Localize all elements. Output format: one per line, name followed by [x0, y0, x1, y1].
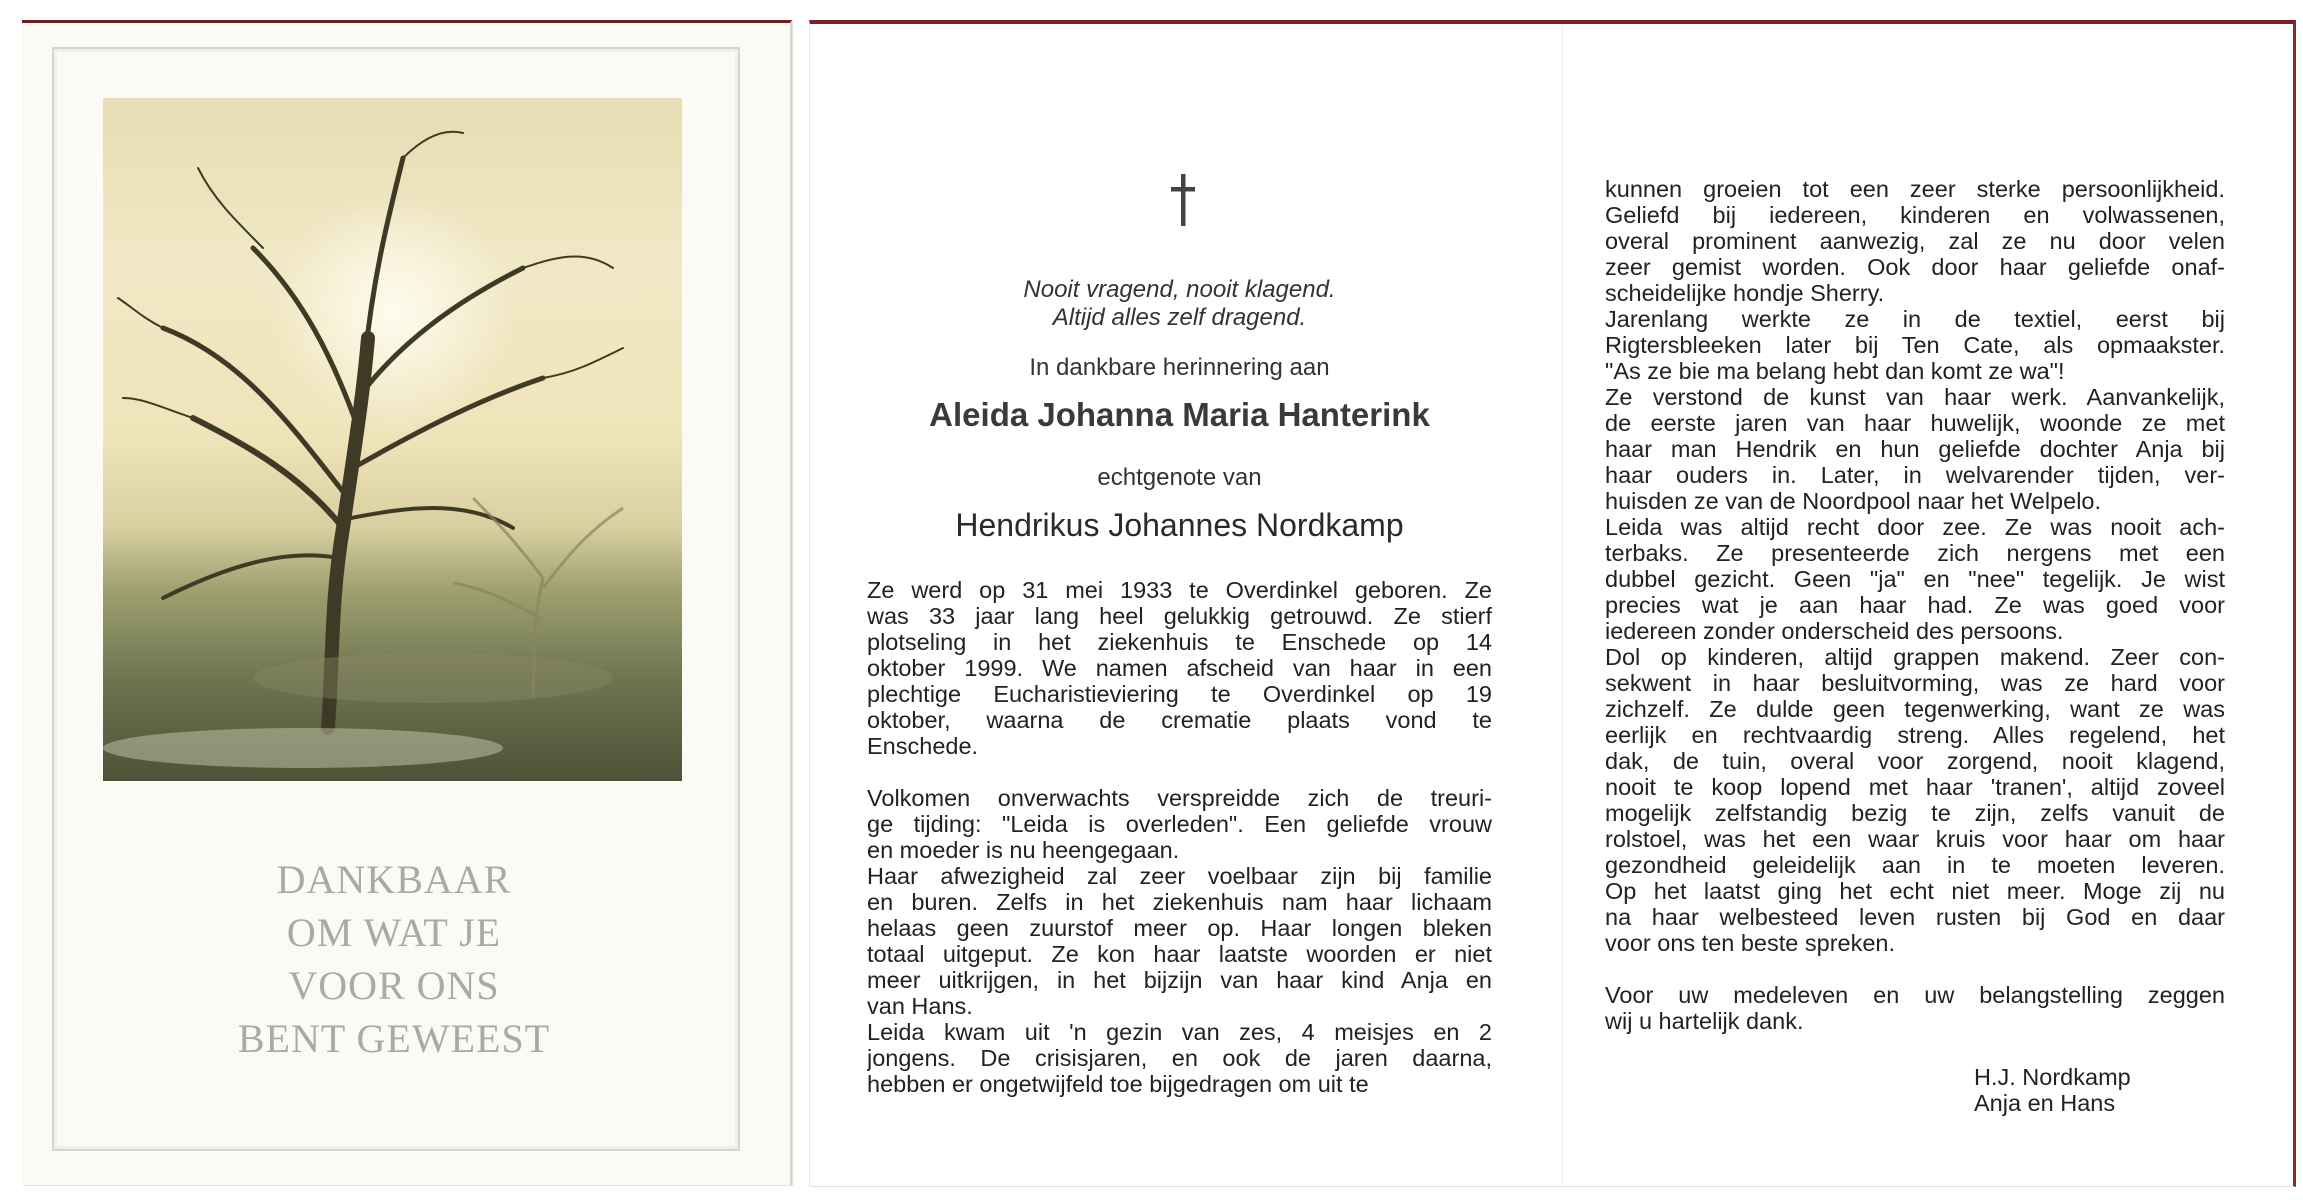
paragraph	[867, 785, 1492, 863]
paragraph	[867, 577, 1492, 759]
text-line: huisden ze van de Noordpool naar het Welpelo.	[1605, 488, 2102, 514]
text-line: nooit te koop lopend met haar 'tranen', altijd zoveel	[1605, 774, 2225, 800]
tree-in-mist-photo	[103, 98, 682, 781]
motto-line: BENT GEWEEST	[237, 1016, 551, 1061]
text-line: Dol op kinderen, altijd grappen makend. Zeer con-	[1605, 644, 2225, 670]
paragraph	[1605, 982, 2225, 1034]
paragraph	[1605, 306, 2225, 384]
paragraph	[1605, 176, 2225, 306]
text-line: Leida kwam uit 'n gezin van zes, 4 meisjes en 2	[867, 1019, 1492, 1045]
biography-right-column	[1605, 176, 2225, 1034]
signature-line: Anja en Hans	[1974, 1090, 2116, 1116]
paragraph	[867, 863, 1492, 1019]
paragraph-gap	[1605, 956, 2225, 982]
deceased-name: Aleida Johanna Maria Hanterink	[929, 396, 1430, 433]
text-line: scheidelijke hondje Sherry.	[1605, 280, 1885, 306]
paragraph-gap	[867, 759, 1492, 785]
spouse-name: Hendrikus Johannes Nordkamp	[955, 507, 1404, 543]
text-line: Voor uw medeleven en uw belangstelling zeggen	[1605, 982, 2225, 1008]
motto-line: VOOR ONS	[288, 963, 500, 1008]
text-line: plotseling in het ziekenhuis te Enschede op 14	[867, 629, 1492, 655]
text-line: Jarenlang werkte ze in de textiel, eerst bij	[1605, 306, 2225, 332]
text-line: kunnen groeien tot een zeer sterke persoonlijkheid.	[1605, 176, 2225, 202]
paragraph	[1605, 514, 2225, 644]
text-line: zichzelf. Ze dulde geen tegenwerking, want ze was	[1605, 696, 2225, 722]
spouse-label: echtgenote van	[1097, 464, 1262, 491]
text-line: was 33 jaar lang heel gelukkig getrouwd. Ze stierf	[867, 603, 1492, 629]
tree-illustration	[103, 98, 682, 781]
text-line: mogelijk zelfstandig bezig te zijn, zelfs vanuit de	[1605, 800, 2225, 826]
text-line: hebben er ongetwijfeld toe bijgedragen om uit te	[867, 1071, 1369, 1097]
cross-icon	[1168, 174, 1198, 226]
memorial-card-front	[22, 20, 792, 1185]
text-line: dubbel gezicht. Geen "ja" en "nee" tegelijk. Je wist	[1605, 566, 2225, 592]
text-line: "As ze bie ma belang hebt dan komt ze wa"!	[1605, 358, 2065, 384]
text-line: Rigtersbleeken later bij Ten Cate, als opmaakster.	[1605, 332, 2225, 358]
text-line: van Hans.	[867, 993, 973, 1019]
text-line: dak, de tuin, overal voor zorgend, nooit klagend,	[1605, 748, 2225, 774]
text-line: iedereen zonder onderscheid des persoons.	[1605, 618, 2064, 644]
verse	[867, 276, 1492, 332]
text-line: haar ouders in. Later, in welvarender tijden, ver-	[1605, 462, 2225, 488]
dedication: In dankbare herinnering aan	[1029, 354, 1330, 381]
memorial-card-inside	[809, 20, 2296, 1187]
text-line: oktober 1999. We namen afscheid van haar in een	[867, 655, 1492, 681]
text-line: oktober, waarna de crematie plaats vond te	[867, 707, 1492, 733]
paragraph	[1605, 644, 2225, 956]
text-line: Ze werd op 31 mei 1933 te Overdinkel geboren. Ze	[867, 577, 1492, 603]
text-line: Ze verstond de kunst van haar werk. Aanvankelijk,	[1605, 384, 2225, 410]
signature-line: H.J. Nordkamp	[1974, 1064, 2131, 1090]
text-line: Haar afwezigheid zal zeer voelbaar zijn bij familie	[867, 863, 1492, 889]
text-line: Enschede.	[867, 733, 979, 759]
fold-line	[1562, 24, 1563, 1186]
text-line: na haar welbesteed leven rusten bij God en daar	[1605, 904, 2225, 930]
text-line: de eerste jaren van haar huwelijk, woonde ze met	[1605, 410, 2225, 436]
text-line: voor ons ten beste spreken.	[1605, 930, 1896, 956]
text-line: precies wat je aan haar had. Ze was goed voor	[1605, 592, 2225, 618]
text-line: meer uitkrijgen, in het bijzijn van haar kind Anja en	[867, 967, 1492, 993]
text-line: overal prominent aanwezig, zal ze nu door velen	[1605, 228, 2225, 254]
motto-line: OM WAT JE	[286, 910, 502, 955]
text-line: eerlijk en rechtvaardig streng. Alles regelend, het	[1605, 722, 2225, 748]
motto-line: DANKBAAR	[276, 857, 512, 902]
text-line: gezondheid geleidelijk aan in te moeten leveren.	[1605, 852, 2225, 878]
verse-line: Altijd alles zelf dragend.	[1052, 304, 1307, 331]
text-line: plechtige Eucharistieviering te Overdinkel op 19	[867, 681, 1492, 707]
text-line: zeer gemist worden. Ook door haar geliefde onaf-	[1605, 254, 2225, 280]
paragraph	[1605, 384, 2225, 514]
signatures	[1974, 1064, 2131, 1116]
text-line: haar man Hendrik en hun geliefde dochter Anja bij	[1605, 436, 2225, 462]
text-line: rolstoel, was het een waar kruis voor haar om haar	[1605, 826, 2225, 852]
front-motto	[22, 853, 766, 1065]
text-line: wij u hartelijk dank.	[1605, 1008, 1804, 1034]
text-line: Volkomen onverwachts verspreidde zich de treuri-	[867, 785, 1492, 811]
text-line: jongens. De crisisjaren, en ook de jaren daarna,	[867, 1045, 1492, 1071]
text-line: sekwent in haar besluitvorming, was ze hard voor	[1605, 670, 2225, 696]
text-line: ge tijding: "Leida is overleden". Een geliefde vrouw	[867, 811, 1492, 837]
biography-middle-column	[867, 577, 1492, 1097]
text-line: Op het laatst ging het echt niet meer. Moge zij nu	[1605, 878, 2225, 904]
text-line: helaas geen zuurstof meer op. Haar longen bleken	[867, 915, 1492, 941]
text-line: Geliefd bij iedereen, kinderen en volwassenen,	[1605, 202, 2225, 228]
text-line: Leida was altijd recht door zee. Ze was nooit ach-	[1605, 514, 2225, 540]
verse-line: Nooit vragend, nooit klagend.	[1023, 276, 1336, 303]
text-line: en moeder is nu heengegaan.	[867, 837, 1180, 863]
text-line: totaal uitgeput. Ze kon haar laatste woorden er niet	[867, 941, 1492, 967]
text-line: en buren. Zelfs in het ziekenhuis nam haar lichaam	[867, 889, 1492, 915]
paragraph	[867, 1019, 1492, 1097]
text-line: terbaks. Ze presenteerde zich nergens met een	[1605, 540, 2225, 566]
